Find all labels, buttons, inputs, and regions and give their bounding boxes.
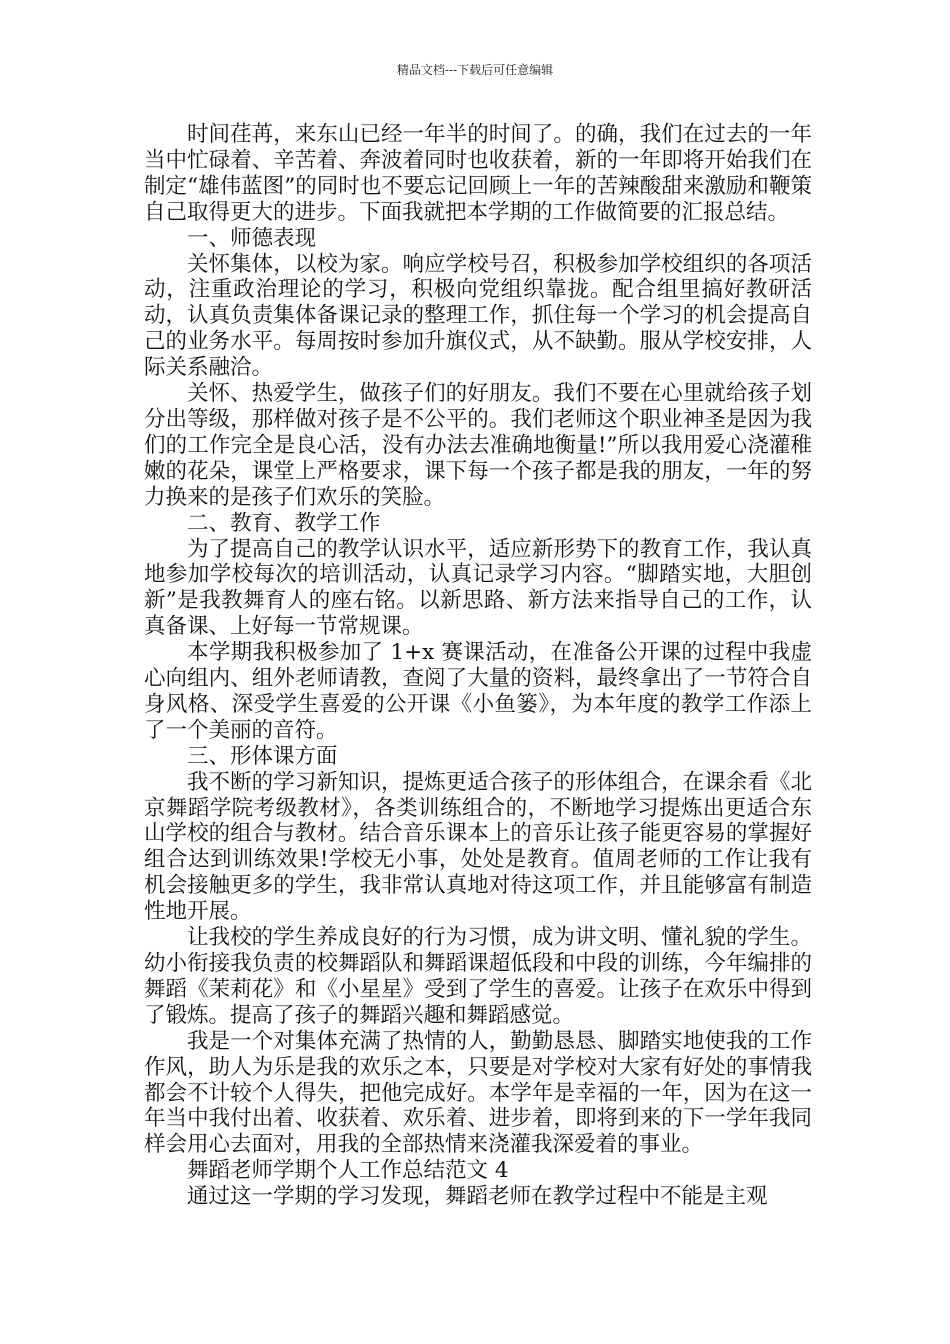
section-heading-body-class: 三、形体课方面 xyxy=(187,743,338,769)
paragraph-collective: 关怀集体，以校为家。响应学校号召，积极参加学校组织的各项活动，注重政治理论的学习，积极向党组织靠拢。配合组里搞好教研活动，认真负责集体备课记录的整理工作，抓住每一个学习的机会提高自己的业务水平。每周按时参加升旗仪式，从不缺勤。服从学校安排，人际关系融洽。 xyxy=(144,251,812,381)
section-heading-teaching: 二、教育、教学工作 xyxy=(187,510,381,536)
section-heading-ethics: 一、师德表现 xyxy=(187,225,317,251)
paragraph-students: 关怀、热爱学生，做孩子们的好朋友。我们不要在心里就给孩子划分出等级，那样做对孩子是不公平的。我们老师这个职业神圣是因为我们的工作完全是良心活，没有办法去准确地衡量!”所以我用爱心浇灌稚嫩的花朵，课堂上严格要求，课下每一个孩子都是我的朋友，一年的努力换来的是孩子们欢乐的笑脸。 xyxy=(144,381,812,510)
paragraph-habits: 让我校的学生养成良好的行为习惯，成为讲文明、懂礼貌的学生。幼小衔接我负责的校舞蹈队和舞蹈课超低段和中段的训练，今年编排的舞蹈《茉莉花》和《小星星》受到了学生的喜爱。让孩子在欢乐中得到了锻炼。提高了孩子的舞蹈兴趣和舞蹈感觉。 xyxy=(144,925,812,1028)
paragraph-sample-4-start: 通过这一学期的学习发现，舞蹈老师在教学过程中不能是主观 xyxy=(187,1184,768,1210)
paragraph-open-class: 本学期我积极参加了 1+x 赛课活动，在准备公开课的过程中我虚心向组内、组外老师请教，查阅了大量的资料，最终拿出了一节符合自身风格、深受学生喜爱的公开课《小鱼篓》，为本年度的教学工作添上了一个美丽的音符。 xyxy=(144,640,812,743)
document-body xyxy=(144,122,812,1210)
paragraph-new-knowledge: 我不断的学习新知识，提炼更适合孩子的形体组合，在课余看《北京舞蹈学院考级教材》，各类训练组合的，不断地学习提炼出更适合东山学校的组合与教材。结合音乐课本上的音乐让孩子能更容易的掌握好组合达到训练效果!学校无小事，处处是教育。值周老师的工作让我有机会接触更多的学生，我非常认真地对待这项工作，并且能够富有制造性地开展。 xyxy=(144,769,812,925)
paragraph-enthusiasm: 我是一个对集体充满了热情的人，勤勤恳恳、脚踏实地使我的工作作风，助人为乐是我的欢乐之本，只要是对学校对大家有好处的事情我都会不计较个人得失，把他完成好。本学年是幸福的一年，因为在这一年当中我付出着、收获着、欢乐着、进步着，即将到来的下一学年我同样会用心去面对，用我的全部热情来浇灌我深爱着的事业。 xyxy=(144,1028,812,1158)
paragraph-intro: 时间荏苒，来东山已经一年半的时间了。的确，我们在过去的一年当中忙碌着、辛苦着、奔波着同时也收获着，新的一年即将开始我们在制定“雄伟蓝图”的同时也不要忘记回顾上一年的苦辣酸甜来激励和鞭策自己取得更大的进步。下面我就把本学期的工作做简要的汇报总结。 xyxy=(144,122,812,225)
section-heading-sample-4: 舞蹈老师学期个人工作总结范文 4 xyxy=(187,1158,509,1184)
paragraph-training: 为了提高自己的教学认识水平，适应新形势下的教育工作，我认真地参加学校每次的培训活动，认真记录学习内容。“脚踏实地，大胆创新”是我教舞育人的座右铭。以新思路、新方法来指导自己的工作，认真备课、上好每一节常规课。 xyxy=(144,536,812,640)
page-header: 精品文档---下载后可任意编辑 xyxy=(396,63,554,77)
